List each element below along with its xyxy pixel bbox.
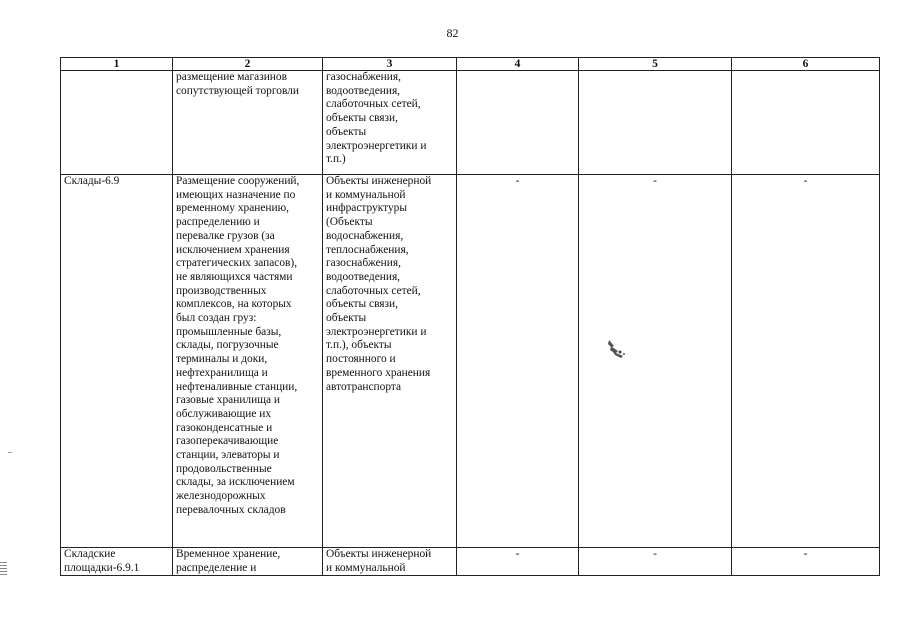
- cell-col-5: [579, 71, 732, 175]
- cell-text: газоснабжения, водоотведения, слаботочных сетей, объекты связи, объекты электроэнергетики и т.п.): [326, 71, 427, 166]
- cell-col-4: [457, 548, 579, 576]
- cell-description: [173, 71, 323, 175]
- cell-auxiliary-objects: [323, 71, 457, 175]
- cell-land-use-type: [61, 175, 173, 548]
- cell-col-6: [732, 548, 880, 576]
- cell-text: Объекты инженерной и коммунальной: [326, 548, 432, 574]
- cell-text: -: [515, 175, 520, 187]
- column-header-2: 2: [173, 58, 323, 71]
- cell-text: Складские площадки-6.9.1: [64, 548, 140, 574]
- cell-text: -: [803, 548, 808, 560]
- column-header-1: 1: [61, 58, 173, 71]
- cell-land-use-type: [61, 71, 173, 175]
- cell-text: размещение магазинов сопутствующей торговли: [176, 71, 299, 97]
- cell-col-6: [732, 71, 880, 175]
- table-row: [61, 548, 880, 576]
- cell-col-4: [457, 71, 579, 175]
- cell-text: Объекты инженерной и коммунальной инфраструктуры (Объекты водоснабжения, теплоснабжения, газоснабжения, водоотведения, слаботочных сетей, объекты связи, объекты электроэнергетики и т.п.), объекты постоянного и временного хранения автотранспорта: [326, 175, 432, 393]
- cell-text: -: [653, 175, 657, 187]
- column-header-6: 6: [732, 58, 880, 71]
- cell-col-5: [579, 548, 732, 576]
- column-header-3: 3: [323, 58, 457, 71]
- land-use-table: [60, 57, 880, 576]
- cell-text: -: [515, 548, 520, 560]
- cell-text: -: [653, 548, 657, 560]
- cell-col-5: [579, 175, 732, 548]
- cell-land-use-type: [61, 548, 173, 576]
- cell-auxiliary-objects: [323, 548, 457, 576]
- scan-artifact-mark: [8, 452, 12, 453]
- cell-text: Временное хранение, распределение и: [176, 548, 281, 574]
- scan-artifact-bars: [0, 562, 7, 576]
- table-row: [61, 71, 880, 175]
- scan-artifact-blot: [606, 338, 628, 360]
- cell-text: Склады-6.9: [64, 175, 120, 187]
- table-row: [61, 175, 880, 548]
- cell-text: -: [803, 175, 808, 187]
- cell-col-4: [457, 175, 579, 548]
- cell-col-6: [732, 175, 880, 548]
- cell-text: Размещение сооружений, имеющих назначение по временному хранению, распределению и перевалке грузов (за исключением хранения стратегических запасов), не являющихся частями производственных комплексов, на которых был создан груз: промышленные базы, склады, погрузочные терминалы и доки, нефтехранилища и нефтеналивные станции, газовые хранилища и обслуживающие их газоконденсатные и газоперекачивающие станции, элеваторы и продовольственные склады, за исключением железнодорожных перевалочных складов: [176, 175, 300, 516]
- cell-description: [173, 548, 323, 576]
- cell-description: [173, 175, 323, 548]
- column-header-4: 4: [457, 58, 579, 71]
- page-number: 82: [446, 26, 459, 40]
- column-header-5: 5: [579, 58, 732, 71]
- cell-auxiliary-objects: [323, 175, 457, 548]
- table-header-row: [61, 58, 880, 71]
